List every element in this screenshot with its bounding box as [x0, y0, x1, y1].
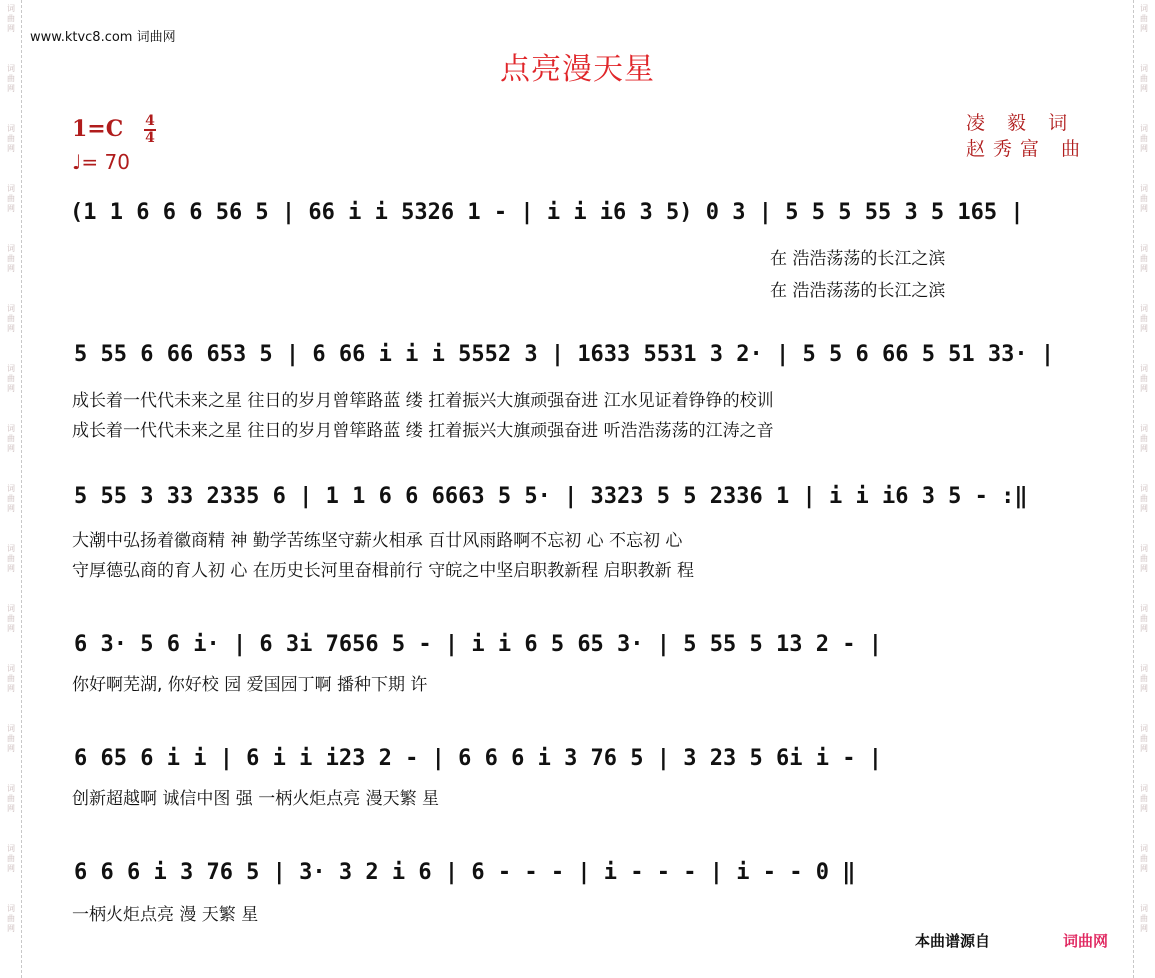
song-title: 点亮漫天星 [500, 52, 655, 87]
notation-row-2: 5 55 6 66 653 5 | 6 66 i i i 5552 3 | 1633 5531 3 2· | 5 5 6 66 5 51 33· | [74, 342, 1055, 367]
watermark-text: 词 曲 网 [7, 424, 15, 453]
watermark-text: 词 曲 网 [7, 244, 15, 273]
time-signature-top: 4 [145, 113, 155, 129]
time-signature [144, 114, 156, 146]
tempo-marking: ♩= 70 [72, 150, 130, 174]
watermark-text: 词 曲 网 [1140, 844, 1148, 873]
watermark-text: 词 曲 网 [1140, 484, 1148, 513]
time-signature-bottom: 4 [145, 130, 155, 146]
watermark-text: 词 曲 网 [1140, 64, 1148, 93]
notation-row-5: 6 65 6 i i | 6 i i i23 2 - | 6 6 6 i 3 76 5 | 3 23 5 6i i - | [74, 746, 882, 771]
notation-row-4: 6 3· 5 6 i· | 6 3i 7656 5 - | i i 6 5 65 3· | 5 55 5 13 2 - | [74, 632, 882, 657]
watermark-text: 词 曲 网 [7, 4, 15, 33]
watermark-text: 词 曲 网 [1140, 4, 1148, 33]
right-watermark-strip [1133, 0, 1155, 978]
watermark-text: 词 曲 网 [7, 784, 15, 813]
watermark-text: 词 曲 网 [7, 844, 15, 873]
watermark-text: 词 曲 网 [1140, 664, 1148, 693]
watermark-text: 词 曲 网 [7, 484, 15, 513]
site-url[interactable]: www.ktvc8.com 词曲网 [30, 30, 176, 45]
watermark-text: 词 曲 网 [7, 904, 15, 933]
watermark-text: 词 曲 网 [1140, 724, 1148, 753]
watermark-text: 词 曲 网 [7, 184, 15, 213]
left-watermark-strip [0, 0, 22, 978]
watermark-text: 词 曲 网 [1140, 544, 1148, 573]
lyrics-row-5: 创新超越啊 诚信中图 强 一柄火炬点亮 漫天繁 星 [72, 789, 440, 809]
source-label: 本曲谱源自 [915, 932, 991, 950]
watermark-text: 词 曲 网 [1140, 424, 1148, 453]
watermark-text: 词 曲 网 [1140, 784, 1148, 813]
watermark-text: 词 曲 网 [7, 304, 15, 333]
lyrics-row-2-verse-1: 成长着一代代未来之星 往日的岁月曾筚路蓝 缕 扛着振兴大旗顽强奋进 江水见证着铮铮的校训 [72, 391, 774, 411]
watermark-text: 词 曲 网 [1140, 604, 1148, 633]
watermark-text: 词 曲 网 [1140, 244, 1148, 273]
notation-row-6: 6 6 6 i 3 76 5 | 3· 3 2 i 6 | 6 - - - | i - - - | i - - 0 ‖ [74, 860, 856, 885]
lyricist-credit: 凌 毅 词 [966, 112, 1076, 134]
watermark-text: 词 曲 网 [7, 664, 15, 693]
lyrics-row-4: 你好啊芜湖, 你好校 园 爱国园丁啊 播种下期 许 [72, 675, 428, 695]
watermark-text: 词 曲 网 [1140, 124, 1148, 153]
lyrics-row-6: 一柄火炬点亮 漫 天繁 星 [72, 905, 259, 925]
watermark-text: 词 曲 网 [1140, 184, 1148, 213]
key-signature: 1=C [72, 116, 124, 142]
watermark-text: 词 曲 网 [7, 364, 15, 393]
composer-credit: 赵秀富 曲 [966, 138, 1089, 160]
watermark-text: 词 曲 网 [7, 544, 15, 573]
lyrics-row-3-verse-1: 大潮中弘扬着徽商精 神 勤学苦练坚守薪火相承 百廿风雨路啊不忘初 心 不忘初 心 [72, 531, 683, 551]
watermark-text: 词 曲 网 [1140, 304, 1148, 333]
lyrics-row-1-verse-2: 在 浩浩荡荡的长江之滨 [770, 281, 946, 301]
watermark-text: 词 曲 网 [1140, 364, 1148, 393]
notation-row-1: (1 1 6 6 6 56 5 | 66 i i 5326 1 - | i i i6 3 5) 0 3 | 5 5 5 55 3 5 165 | [70, 200, 1024, 225]
notation-row-3: 5 55 3 33 2335 6 | 1 1 6 6 6663 5 5· | 3323 5 5 2336 1 | i i i6 3 5 - :‖ [74, 484, 1028, 509]
watermark-text: 词 曲 网 [7, 64, 15, 93]
lyrics-row-2-verse-2: 成长着一代代未来之星 往日的岁月曾筚路蓝 缕 扛着振兴大旗顽强奋进 听浩浩荡荡的江涛之音 [72, 421, 774, 441]
watermark-text: 词 曲 网 [7, 124, 15, 153]
lyrics-row-3-verse-2: 守厚德弘商的育人初 心 在历史长河里奋楫前行 守皖之中坚启职教新程 启职教新 程 [72, 561, 695, 581]
lyrics-row-1-verse-1: 在 浩浩荡荡的长江之滨 [770, 249, 946, 269]
watermark-text: 词 曲 网 [7, 724, 15, 753]
watermark-text: 词 曲 网 [1140, 904, 1148, 933]
watermark-text: 词 曲 网 [7, 604, 15, 633]
source-site-link[interactable]: 词曲网 [1063, 932, 1109, 950]
